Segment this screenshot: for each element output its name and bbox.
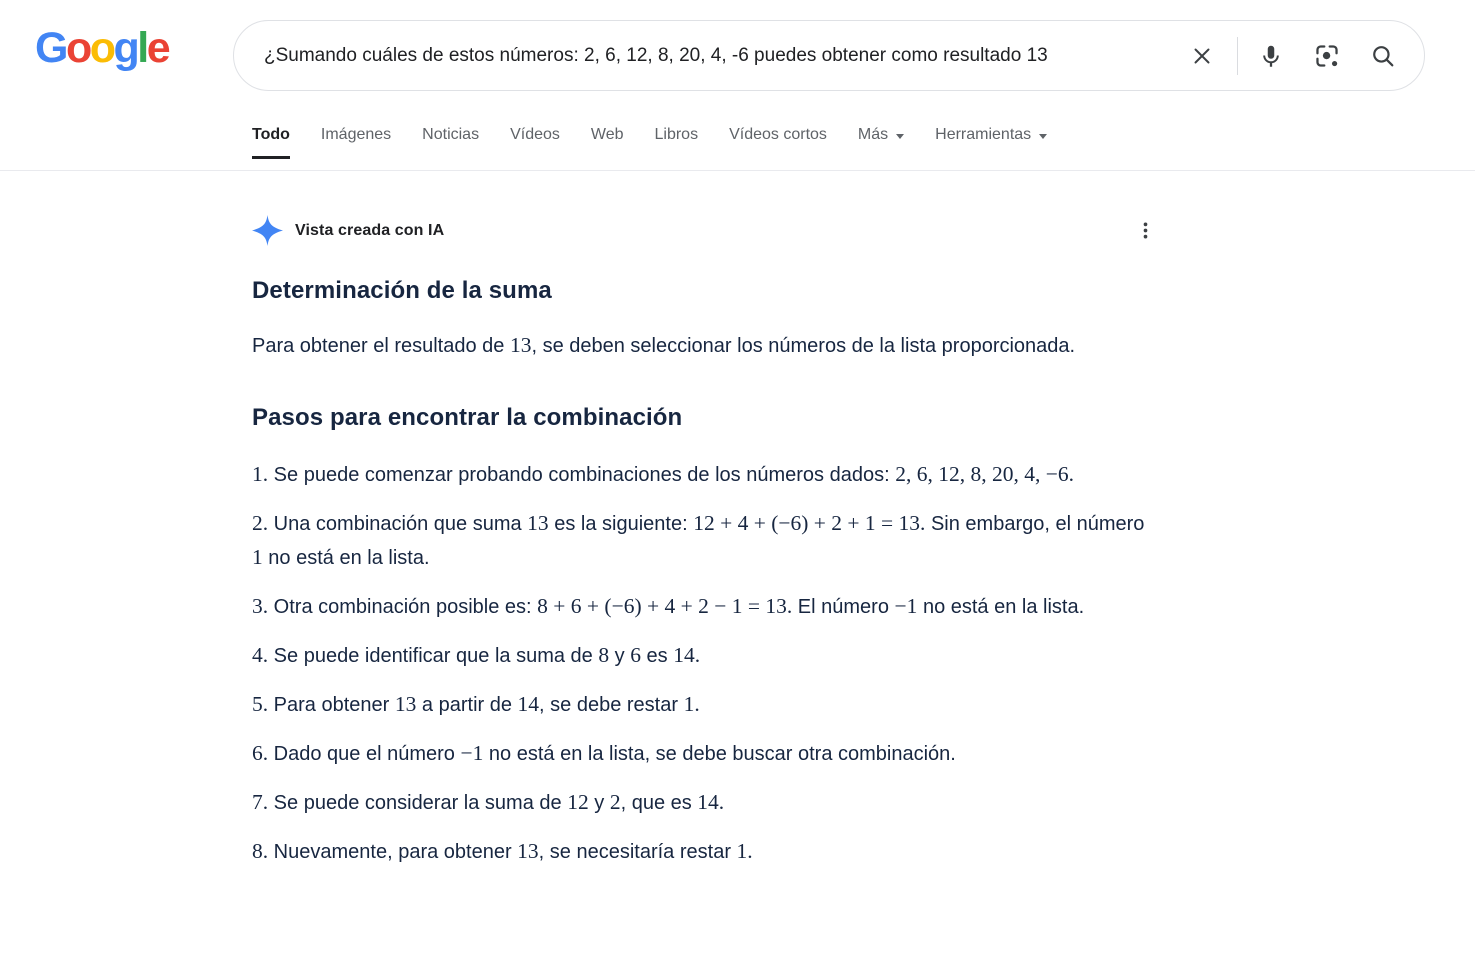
section-title-pasos: Pasos para encontrar la combinación <box>252 404 683 431</box>
math-text: 1. <box>683 692 700 716</box>
math-text: −1 <box>894 594 918 618</box>
tab-label: Web <box>590 126 624 143</box>
microphone-icon[interactable] <box>1258 43 1284 69</box>
tab-label: Libros <box>654 126 699 143</box>
tab-mas[interactable] <box>858 126 904 159</box>
search-bar-divider <box>1237 37 1238 75</box>
plain-text: no está en la lista. <box>917 596 1085 618</box>
plain-text: Otra combinación posible es: <box>268 596 538 618</box>
plain-text: , que es <box>620 792 698 814</box>
chevron-down-icon <box>896 134 904 139</box>
ai-view-label: Vista creada con IA <box>295 221 445 239</box>
tab-label: Herramientas <box>935 126 1032 143</box>
ai-sparkle-icon <box>252 215 283 246</box>
plain-text: a partir de <box>416 694 518 716</box>
plain-text: Dado que el número <box>268 743 461 765</box>
math-text: 13 <box>394 692 417 716</box>
search-icon[interactable] <box>1370 43 1396 69</box>
plain-text: es la siguiente: <box>548 513 694 535</box>
math-text: 3. <box>252 594 269 618</box>
step-paragraph <box>252 786 1160 820</box>
plain-text: El número <box>792 596 895 618</box>
math-text: 14 <box>517 692 540 716</box>
plain-text: , se deben seleccionar los números de la lista proporcionada. <box>531 335 1076 357</box>
search-tabs <box>0 112 1475 171</box>
math-text: 13 <box>509 333 532 357</box>
math-text: 2. <box>252 511 269 535</box>
section-title-determinacion: Determinación de la suma <box>252 277 552 304</box>
tab-todo[interactable] <box>252 126 290 159</box>
math-text: 13 <box>517 839 539 863</box>
math-text: 1. <box>252 462 269 486</box>
search-input[interactable] <box>264 45 1189 67</box>
chevron-down-icon <box>1039 134 1047 139</box>
tab-herramientas[interactable] <box>935 126 1047 159</box>
math-text: 13 <box>527 511 549 535</box>
step-paragraph <box>252 590 1160 624</box>
plain-text: y <box>609 645 631 667</box>
logo-letter: o <box>89 24 114 72</box>
steps-list <box>252 458 1160 869</box>
logo-letter: e <box>146 24 169 72</box>
plain-text: , se necesitaría restar <box>538 841 737 863</box>
tab-label: Más <box>857 126 889 143</box>
plain-text: Se puede identificar que la suma de <box>268 645 599 667</box>
step-paragraph <box>252 458 1160 492</box>
math-text: 7. <box>252 790 269 814</box>
plain-text: es <box>640 645 674 667</box>
step-paragraph <box>252 835 1160 869</box>
math-text: 14. <box>697 790 725 814</box>
plain-text: Nuevamente, para obtener <box>268 841 518 863</box>
plain-text: Una combinación que suma <box>268 513 528 535</box>
math-text: 6 <box>630 643 641 667</box>
search-header <box>0 0 1475 112</box>
math-text: 14. <box>673 643 701 667</box>
math-text: −1 <box>460 741 484 765</box>
logo-letter: o <box>65 24 90 72</box>
plain-text: Se puede comenzar probando combinaciones de los números dados: <box>268 464 896 486</box>
logo-letter: G <box>35 24 66 72</box>
tab-videos[interactable] <box>510 126 560 159</box>
plain-text: , se debe restar <box>539 694 684 716</box>
math-text: 8 <box>598 643 610 667</box>
plain-text: Para obtener <box>268 694 395 716</box>
plain-text: Se puede considerar la suma de <box>268 792 568 814</box>
tab-videos-cortos[interactable] <box>729 126 827 159</box>
search-bar[interactable] <box>233 20 1425 91</box>
step-paragraph <box>252 507 1160 575</box>
math-text: 8. <box>252 839 269 863</box>
ai-view-panel <box>252 215 1160 869</box>
tab-label: Vídeos <box>510 126 560 143</box>
logo-letter: g <box>113 24 138 72</box>
plain-text: no está en la lista, se debe buscar otra combinación. <box>483 743 956 765</box>
step-paragraph <box>252 639 1160 673</box>
more-options-icon[interactable] <box>1134 218 1156 244</box>
math-text: 12 + 4 + (−6) + 2 + 1 = 13. <box>693 511 926 535</box>
math-text: 8 + 6 + (−6) + 4 + 2 − 1 = 13. <box>537 594 793 618</box>
math-text: 4. <box>252 643 269 667</box>
math-text: 1. <box>736 839 753 863</box>
google-logo[interactable] <box>35 24 168 73</box>
plain-text: Sin embargo, el número <box>925 513 1145 535</box>
plain-text: no está en la lista. <box>262 547 430 569</box>
math-text: 2, 6, 12, 8, 20, 4, −6. <box>895 462 1074 486</box>
math-text: 6. <box>252 741 269 765</box>
math-text: 1 <box>252 545 263 569</box>
math-text: 12 <box>567 790 589 814</box>
tab-label: Todo <box>252 126 290 143</box>
tab-noticias[interactable] <box>422 126 479 159</box>
plain-text: Para obtener el resultado de <box>252 335 510 357</box>
tab-libros[interactable] <box>655 126 699 159</box>
ai-view-header <box>252 215 1160 246</box>
close-icon[interactable] <box>1189 43 1215 69</box>
step-paragraph <box>252 688 1160 722</box>
plain-text: y <box>588 792 610 814</box>
google-lens-icon[interactable] <box>1314 43 1340 69</box>
tab-web[interactable] <box>591 126 624 159</box>
tab-label: Vídeos cortos <box>729 126 827 143</box>
math-text: 2 <box>609 790 621 814</box>
math-text: 5. <box>252 692 269 716</box>
intro-paragraph <box>252 329 1160 363</box>
logo-letter: l <box>137 24 147 72</box>
tab-label: Noticias <box>422 126 480 143</box>
tab-label: Imágenes <box>320 126 392 143</box>
step-paragraph <box>252 737 1160 771</box>
tab-imagenes[interactable] <box>321 126 391 159</box>
